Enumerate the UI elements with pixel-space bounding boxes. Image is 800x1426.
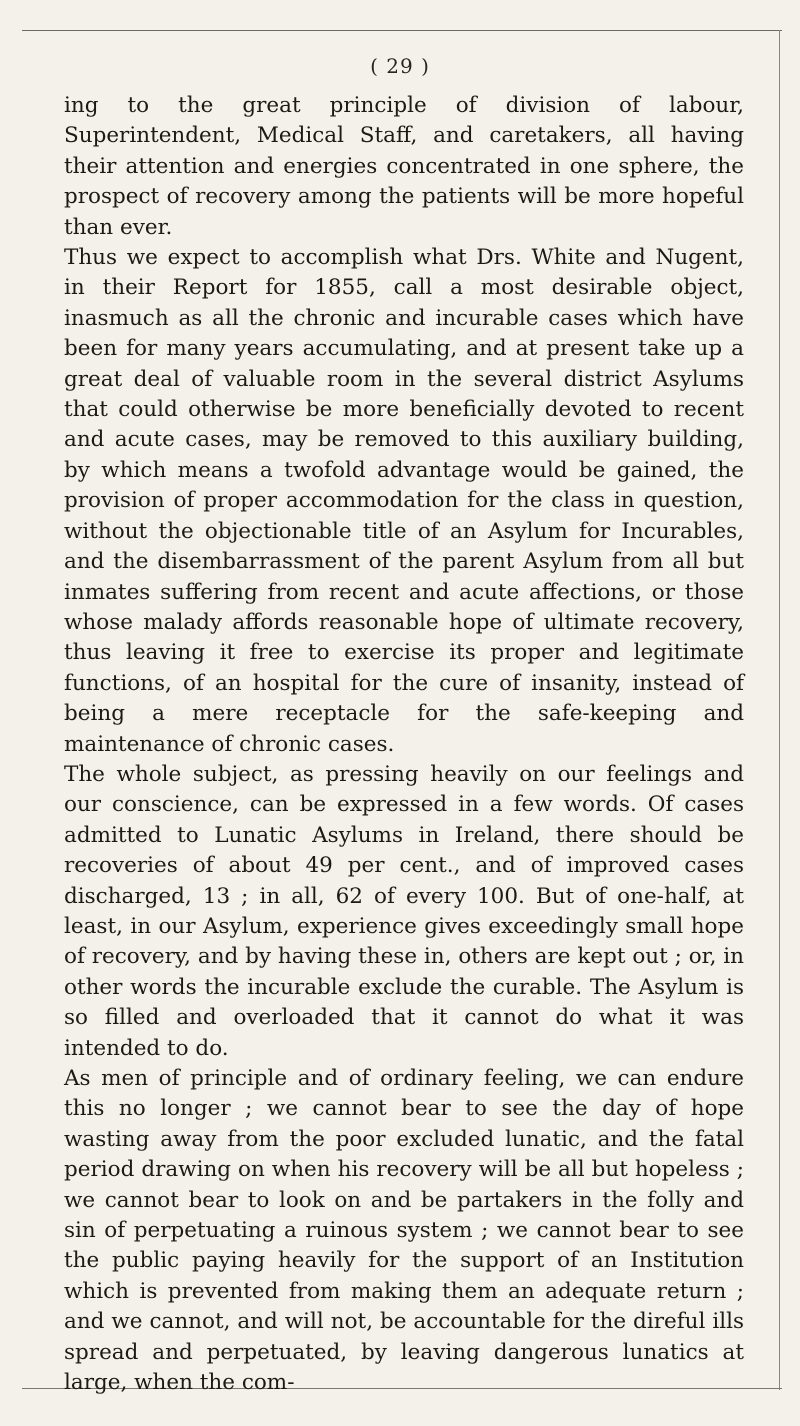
paragraph-1: ing to the great principle of division of labour, Superintendent, Medical Staff, and caretakers, all having their attention and energies concentrated in one sphere, the prospect of recovery among the patients will be more hopeful than ever. bbox=[64, 93, 744, 240]
top-border-rule bbox=[22, 30, 782, 31]
right-border-rule bbox=[779, 30, 780, 1390]
page-number: ( 29 ) bbox=[370, 54, 430, 78]
paragraph-4: As men of principle and of ordinary feeling, we can endure this no longer ; we cannot bear to see the day of hope wasting away from the poor excluded lunatic, and the fatal period drawing on when his recovery will be all but hopeless ; we cannot bear to look on and be partakers in the folly and sin of perpetuating a ruinous system ; we cannot bear to see the public paying heavily for the support of an Institution which is prevented from making them an adequate return ; and we cannot, and will not, be accountable for the direful ills spread and perpetuated, by leaving dangerous lunatics at large, when the com- bbox=[64, 1066, 744, 1396]
paragraph-3: The whole subject, as pressing heavily on our feelings and our conscience, can be expressed in a few words. Of cases admitted to Lunatic Asylums in Ireland, there should be recoveries of about 49 per cent., and of improved cases discharged, 13 ; in all, 62 of every 100. But of one-half, at least, in our Asylum, experience gives exceedingly small hope of recovery, and by having these in, others are kept out ; or, in other words the incurable exclude the curable. The Asylum is so filled and overloaded that it cannot do what it was intended to do. bbox=[64, 761, 744, 1061]
body-text bbox=[64, 91, 744, 1398]
paragraph-2: Thus we expect to accomplish what Drs. White and Nugent, in their Report for 1855, call a most desirable object, inasmuch as all the chronic and incurable cases which have been for many years accumulating, and at present take up a great deal of valuable room in the several district Asylums that could otherwise be more beneficially devoted to recent and acute cases, may be removed to this auxiliary building, by which means a twofold advantage would be gained, the provision of proper accommodation for the class in question, without the objectionable title of an Asylum for Incurables, and the disembarrassment of the parent Asylum from all but inmates suffering from recent and acute affections, or those whose malady affords reasonable hope of ultimate recovery, thus leaving it free to exercise its proper and legitimate functions, of an hospital for the cure of insanity, instead of being a mere receptacle for the safe-keeping and maintenance of chronic cases. bbox=[64, 245, 744, 757]
